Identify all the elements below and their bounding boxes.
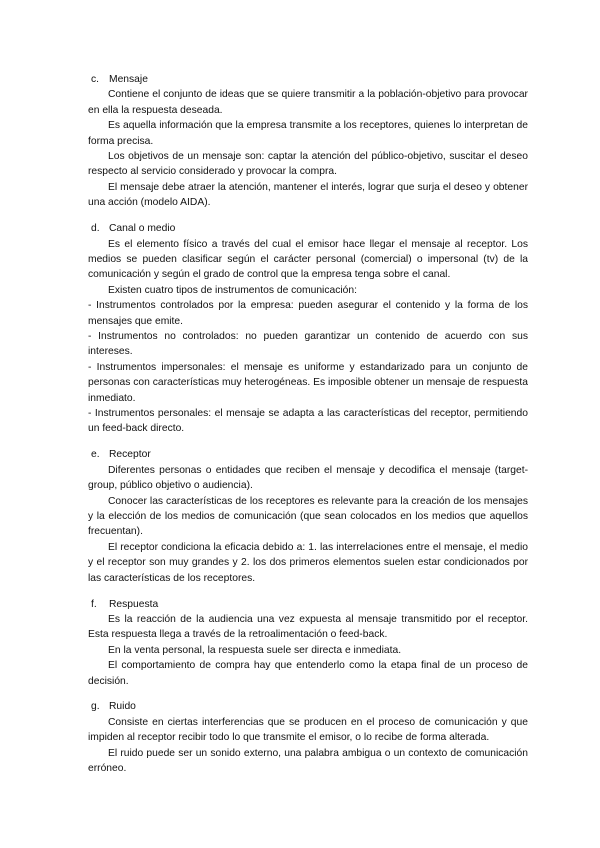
section-letter: c. [91, 74, 100, 85]
section-title: Respuesta [109, 598, 159, 610]
bullet-item: - Instrumentos personales: el mensaje se adapta a las características del receptor, permitiendo un feed-back directo. [88, 408, 528, 435]
section-heading [88, 72, 528, 87]
paragraph: Consiste en ciertas interferencias que se producen en el proceso de comunicación y que impiden al receptor recibir todo lo que transmite el emisor, o lo recibe de forma alterada. [88, 716, 528, 744]
section-heading [88, 447, 528, 462]
section-title: Ruido [109, 701, 136, 713]
section-heading [88, 699, 528, 714]
paragraph: Es el elemento físico a través del cual el emisor hace llegar el mensaje al receptor. Los medios se pueden clasificar según el carácter personal (comercial) o impersonal (tv) de la comunicación y según el grado de control que la empresa tenga sobre el canal. [88, 238, 528, 281]
section-heading [88, 221, 528, 236]
paragraph: Contiene el conjunto de ideas que se quiere transmitir a la población-objetivo para provocar en ella la respuesta deseada. [88, 89, 528, 116]
paragraph: El mensaje debe atraer la atención, mantener el interés, lograr que surja el deseo y obtener una acción (modelo AIDA). [88, 181, 528, 209]
section-canal-o-medio [88, 221, 528, 437]
paragraph: El comportamiento de compra hay que entenderlo como la etapa final de un proceso de decisión. [88, 660, 528, 687]
paragraph: Diferentes personas o entidades que reciben el mensaje y decodifica el mensaje (target-group, público objetivo o audiencia). [88, 464, 528, 492]
paragraph: Es aquella información que la empresa transmite a los receptores, quienes lo interpretan de forma precisa. [88, 120, 528, 147]
section-receptor [88, 447, 528, 586]
section-title: Receptor [109, 449, 151, 461]
bullet-item: - Instrumentos impersonales: el mensaje es uniforme y estandarizado para un conjunto de personas con características muy heterogéneas. Es imposible obtener un mensaje de respuesta inmediato. [88, 361, 528, 404]
section-respuesta [88, 597, 528, 689]
section-heading [88, 597, 528, 612]
paragraph: Existen cuatro tipos de instrumentos de comunicación: [108, 284, 357, 296]
section-letter: f. [91, 598, 97, 610]
paragraph: En la venta personal, la respuesta suele ser directa e inmediata. [108, 644, 402, 656]
paragraph: Los objetivos de un mensaje son: captar la atención del público-objetivo, suscitar el deseo respecto al servicio considerado y provocar la compra. [88, 151, 528, 178]
section-letter: d. [91, 223, 100, 235]
section-letter: g. [91, 701, 100, 713]
paragraph: El ruido puede ser un sonido externo, una palabra ambigua o un contexto de comunicación erróneo. [88, 747, 528, 775]
paragraph: Conocer las características de los receptores es relevante para la creación de los mensajes y la elección de los medios de comunicación (que sean colocados en los medios que aquellos frecuentan). [88, 495, 528, 538]
paragraph: Es la reacción de la audiencia una vez expuesta al mensaje transmitido por el receptor. Esta respuesta llega a través de la retroalimentación o feed-back. [88, 613, 528, 641]
bullet-item: - Instrumentos no controlados: no pueden garantizar un contenido de acuerdo con sus intereses. [88, 331, 528, 358]
paragraph: El receptor condiciona la eficacia debido a: 1. las interrelaciones entre el mensaje, el medio y el receptor son muy grandes y 2. los dos primeros elementos suelen estar condicionados por las características de los receptores. [88, 541, 528, 584]
section-letter: e. [91, 449, 100, 461]
section-title: Mensaje [109, 74, 148, 85]
section-ruido [88, 699, 528, 776]
document-page [88, 72, 528, 787]
bullet-item: - Instrumentos controlados por la empresa: pueden asegurar el contenido y la forma de los mensajes que emite. [88, 300, 528, 327]
section-mensaje [88, 72, 528, 211]
section-title: Canal o medio [109, 223, 176, 235]
